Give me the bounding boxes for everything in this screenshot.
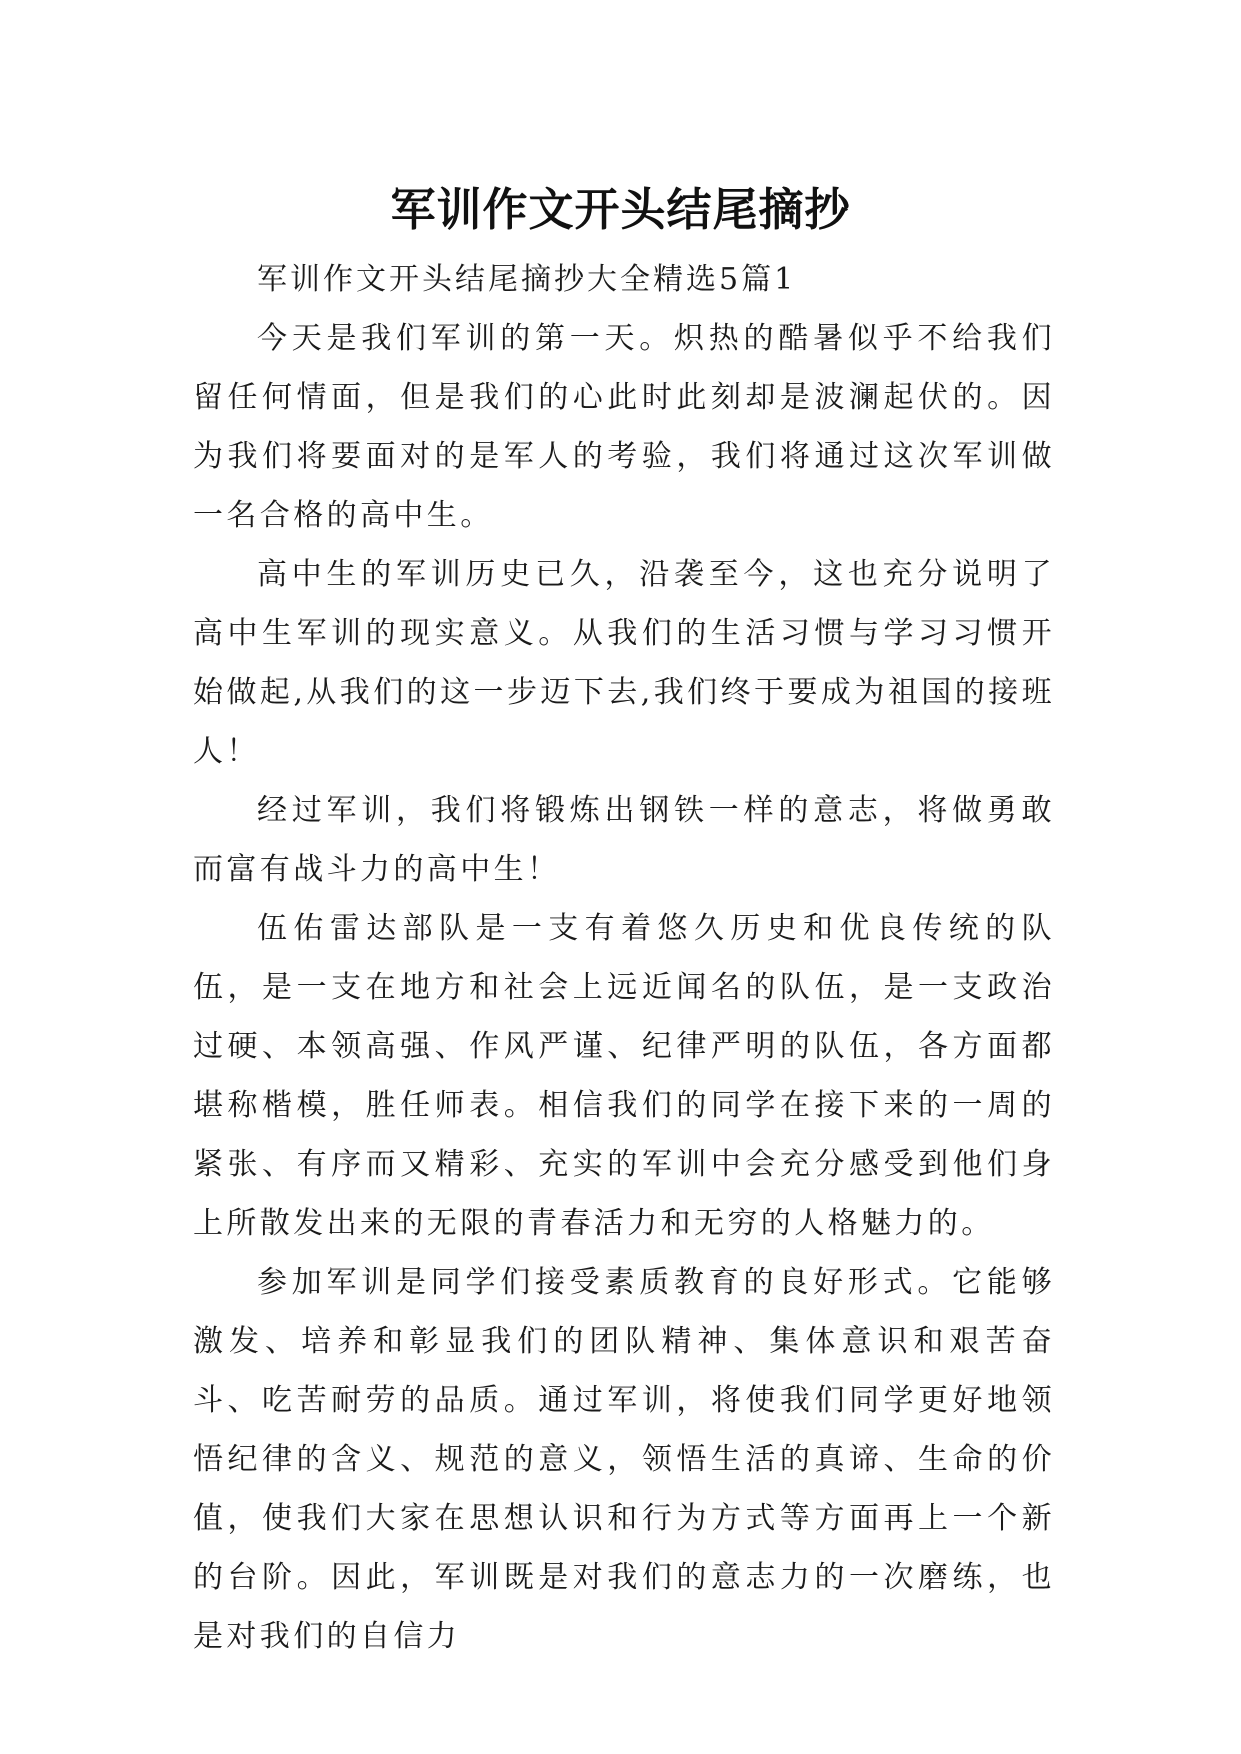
paragraph-4: 伍佑雷达部队是一支有着悠久历史和优良传统的队伍，是一支在地方和社会上远近闻名的队伍，是一支政治过硬、本领高强、作风严谨、纪律严明的队伍，各方面都堪称楷模，胜任师表。相信我们的同学在接下来的一周的紧张、有序而又精彩、充实的军训中会充分感受到他们身上所散发出来的无限的青春活力和无穷的人格魅力的。 bbox=[193, 911, 1055, 1241]
document-body bbox=[193, 250, 1055, 1666]
document-title: 军训作文开头结尾摘抄 bbox=[390, 183, 851, 237]
paragraph-5: 参加军训是同学们接受素质教育的良好形式。它能够激发、培养和彰显我们的团队精神、集体意识和艰苦奋斗、吃苦耐劳的品质。通过军训，将使我们同学更好地领悟纪律的含义、规范的意义，领悟生活的真谛、生命的价值，使我们大家在思想认识和行为方式等方面再上一个新的台阶。因此，军训既是对我们的意志力的一次磨练，也是对我们的自信力 bbox=[193, 1265, 1055, 1654]
paragraph-2: 高中生的军训历史已久，沿袭至今，这也充分说明了高中生军训的现实意义。从我们的生活习惯与学习习惯开始做起,从我们的这一步迈下去,我们终于要成为祖国的接班人！ bbox=[193, 557, 1055, 769]
paragraph-3: 经过军训，我们将锻炼出钢铁一样的意志，将做勇敢而富有战斗力的高中生！ bbox=[193, 793, 1055, 887]
document-subtitle: 军训作文开头结尾摘抄大全精选5篇1 bbox=[257, 262, 797, 297]
paragraph-1: 今天是我们军训的第一天。炽热的酷暑似乎不给我们留任何情面，但是我们的心此时此刻却是波澜起伏的。因为我们将要面对的是军人的考验，我们将通过这次军训做一名合格的高中生。 bbox=[193, 321, 1055, 533]
